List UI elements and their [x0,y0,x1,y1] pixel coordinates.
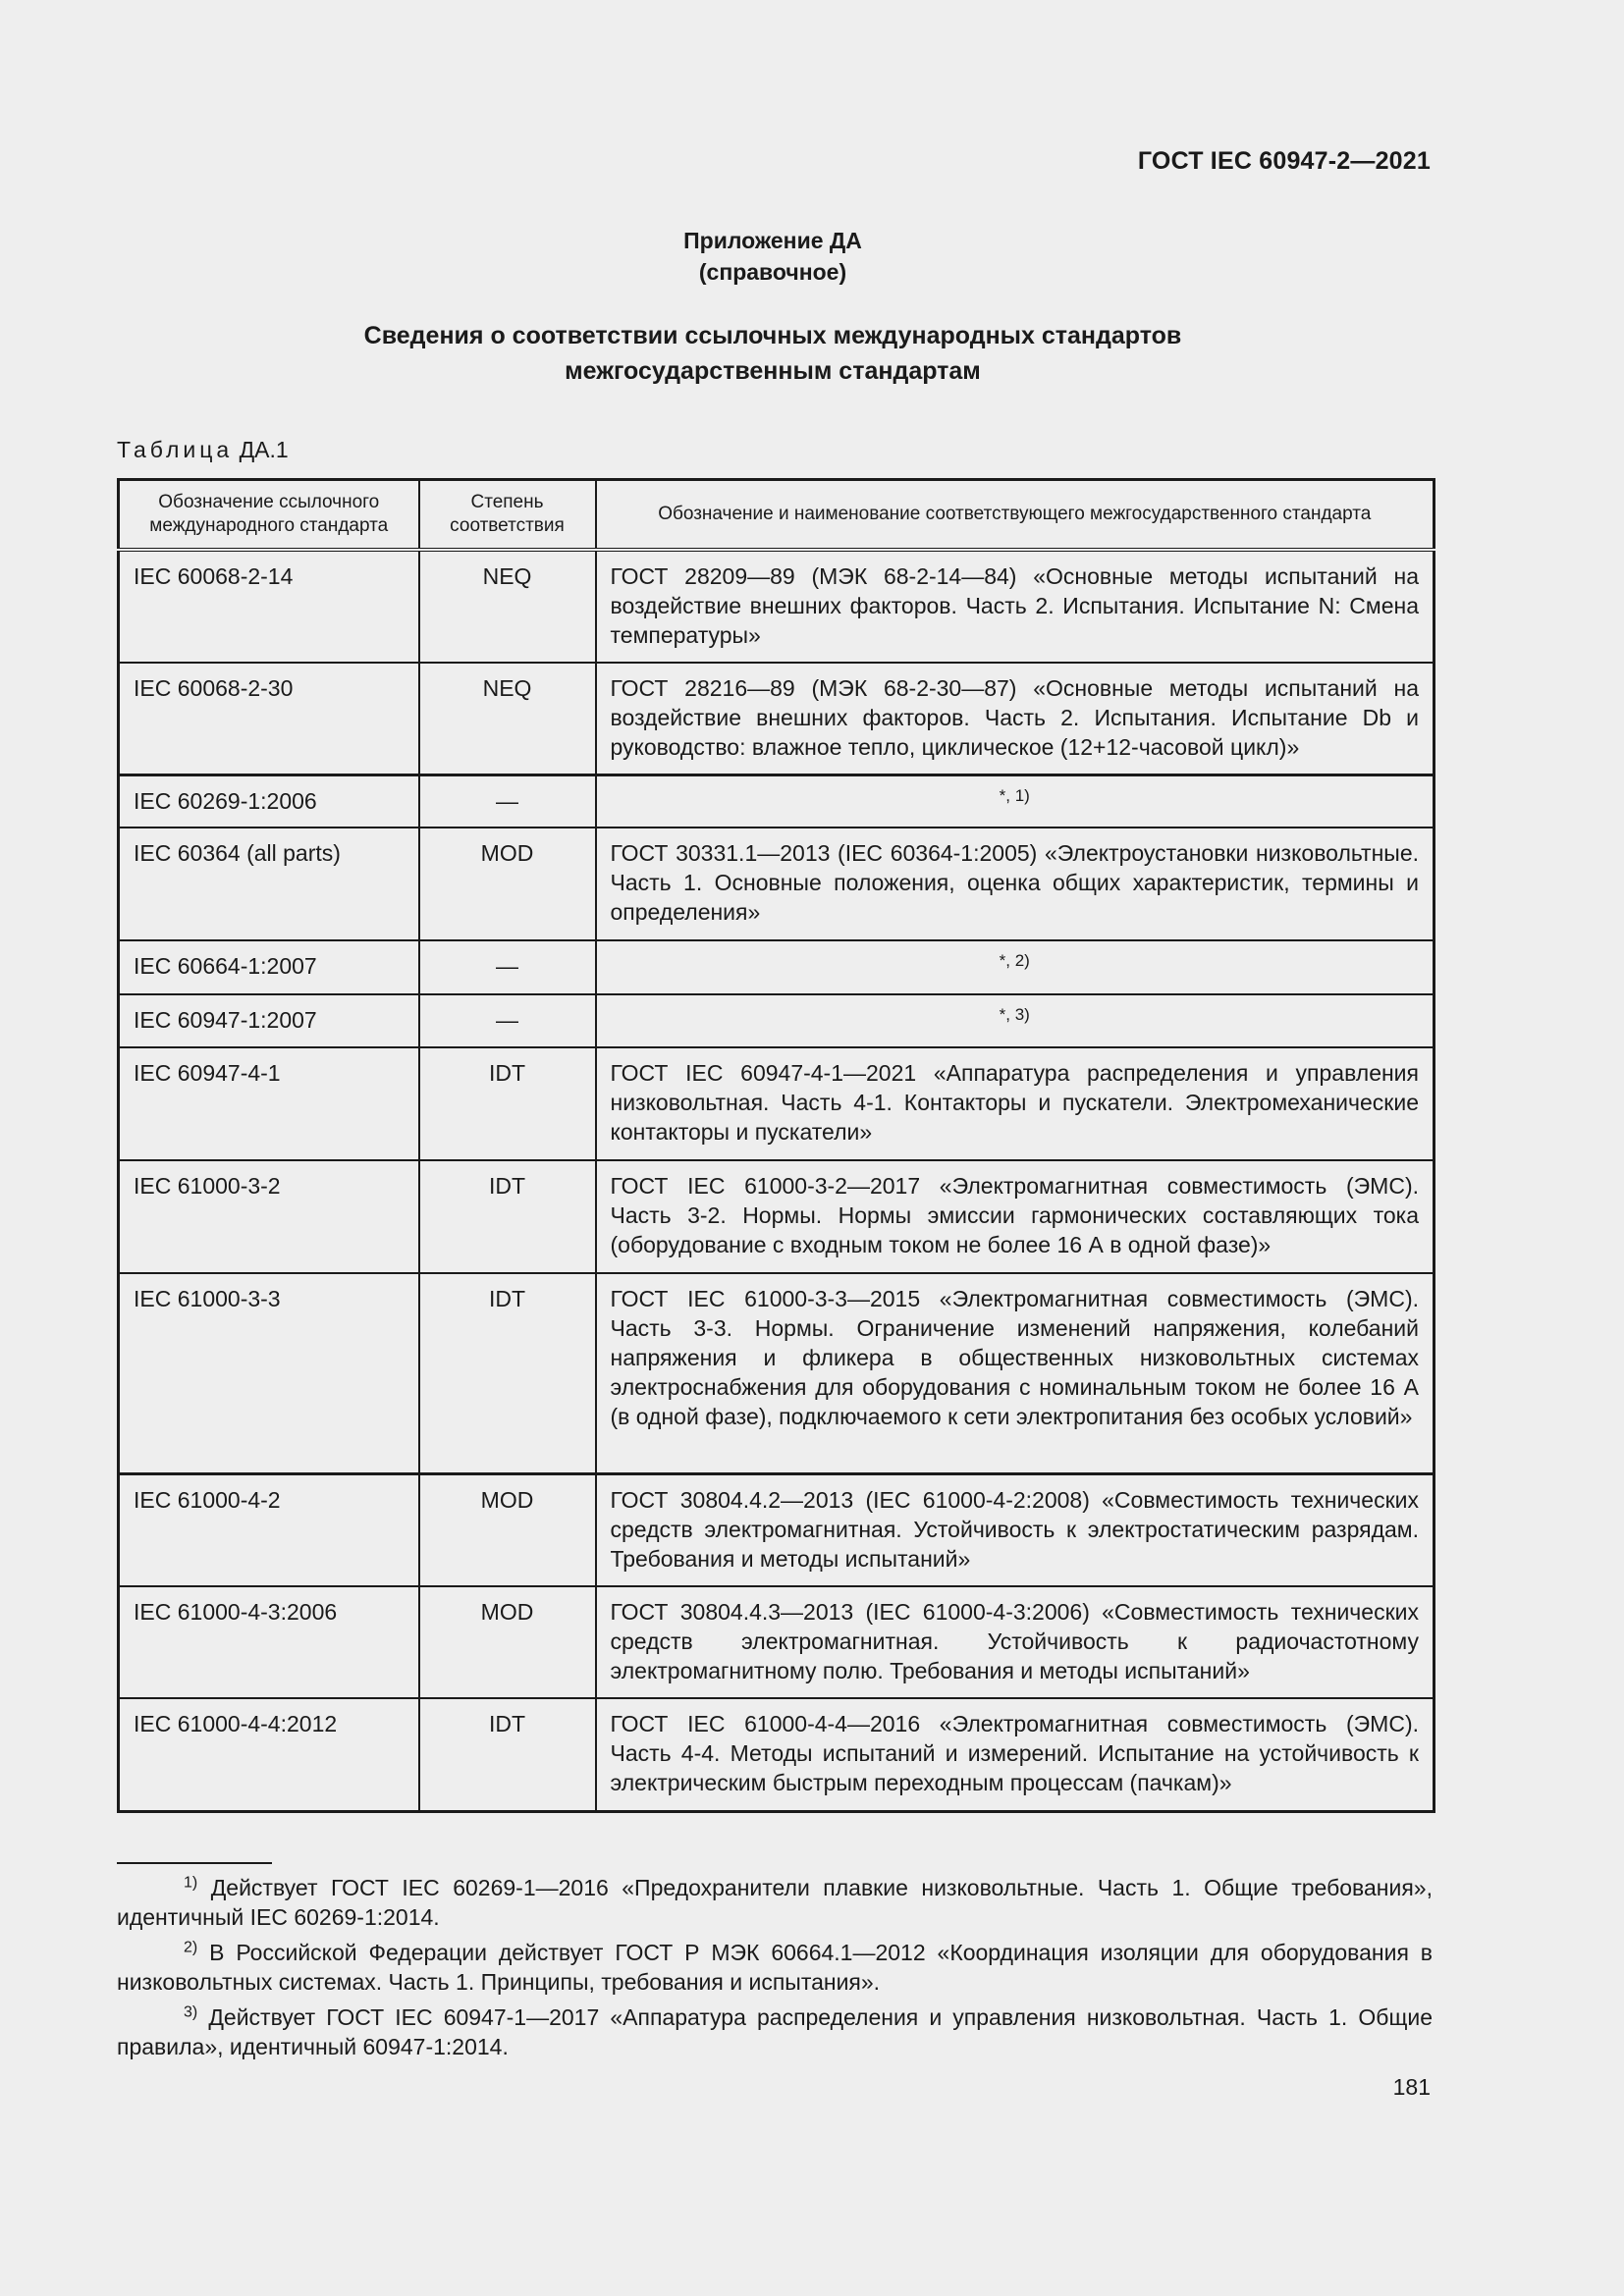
cell-degree: MOD [419,828,596,940]
cell-name: ГОСТ 30804.4.3—2013 (IEC 61000-4-3:2006) «Совместимость технических средств электромагнитная. Устойчивость к радиочастотному электромагнитному полю. Требования и методы испытаний» [596,1586,1435,1698]
cell-degree: — [419,940,596,994]
appendix-title: Приложение ДА [683,228,862,253]
cell-degree: IDT [419,1698,596,1811]
cell-name: ГОСТ 30331.1—2013 (IEC 60364-1:2005) «Электроустановки низковольтные. Часть 1. Основные положения, оценка общих характеристик, термины и определения» [596,828,1435,940]
correspondence-table-wrap [117,478,1433,1813]
cell-degree: MOD [419,1473,596,1586]
cell-ref: IEC 60947-4-1 [119,1047,419,1160]
table-row [119,663,1435,774]
cell-ref: IEC 60068-2-14 [119,550,419,663]
table-row [119,1273,1435,1473]
cell-degree: MOD [419,1586,596,1698]
header-degree: Степень соответствия [419,480,596,551]
cell-name: ГОСТ IEC 61000-3-3—2015 «Электромагнитная совместимость (ЭМС). Часть 3-3. Нормы. Ограничение изменений напряжения, колебаний напряжения и фликера в общественных низковольтных системах электроснабжения для оборудования с номинальным током не более 16 А (в одной фазе), подключаемого к сети электропитания без особых условий» [596,1273,1435,1473]
table-row [119,1586,1435,1698]
cell-ref: IEC 60068-2-30 [119,663,419,774]
footnote-mark: 2) [184,1939,198,1956]
table-row [119,828,1435,940]
table-row [119,1698,1435,1811]
cell-degree: IDT [419,1273,596,1473]
cell-degree: IDT [419,1160,596,1273]
cell-ref: IEC 60947-1:2007 [119,994,419,1047]
footnote-mark: 3) [184,2003,198,2021]
table-header-row [119,480,1435,551]
document-code: ГОСТ IEC 60947-2—2021 [1137,147,1431,175]
cell-name: ГОСТ 28216—89 (МЭК 68-2-30—87) «Основные методы испытаний на воздействие внешних факторов. Часть 2. Испытания. Испытание Db и руководство: влажное тепло, циклическое (12+12-часовой цикл)» [596,663,1435,774]
footnote-text: В Российской Федерации действует ГОСТ Р МЭК 60664.1—2012 «Координация изоляции для оборудования в низковольтных системах. Часть 1. Принципы, требования и испытания». [117,1940,1433,1995]
cell-ref: IEC 60664-1:2007 [119,940,419,994]
cell-degree: NEQ [419,550,596,663]
table-row [119,774,1435,828]
table-row [119,1047,1435,1160]
footnote-text: Действует ГОСТ IEC 60269-1—2016 «Предохранители плавкие низковольтные. Часть 1. Общие требования», идентичный IEC 60269-1:2014. [117,1875,1433,1930]
footnote-separator [117,1862,272,1864]
main-title-line-1: Сведения о соответствии ссылочных международных стандартов [363,322,1182,349]
cell-name: *, 2) [596,940,1435,994]
cell-ref: IEC 61000-4-3:2006 [119,1586,419,1698]
footnote-1 [117,1873,1433,1932]
table-row [119,940,1435,994]
cell-name: ГОСТ 28209—89 (МЭК 68-2-14—84) «Основные методы испытаний на воздействие внешних факторов. Часть 2. Испытания. Испытание N: Смена температуры» [596,550,1435,663]
header-interstate-standard: Обозначение и наименование соответствующего межгосударственного стандарта [596,480,1435,551]
page-number: 181 [1392,2074,1431,2100]
main-title [0,318,1545,389]
cell-ref: IEC 60364 (all parts) [119,828,419,940]
correspondence-table [117,478,1435,1813]
cell-name: ГОСТ IEC 61000-4-4—2016 «Электромагнитная совместимость (ЭМС). Часть 4-4. Методы испытаний и измерений. Испытание на устойчивость к электрическим быстрым переходным процессам (пачкам)» [596,1698,1435,1811]
table-row [119,550,1435,663]
cell-name: *, 1) [596,774,1435,828]
cell-degree: NEQ [419,663,596,774]
appendix-heading [0,225,1545,288]
cell-ref: IEC 61000-4-4:2012 [119,1698,419,1811]
table-caption-word: Таблица [117,437,234,462]
cell-name: *, 3) [596,994,1435,1047]
cell-name: ГОСТ IEC 61000-3-2—2017 «Электромагнитная совместимость (ЭМС). Часть 3-2. Нормы. Нормы эмиссии гармонических составляющих тока (оборудование с входным током не более 16 А в одной фазе)» [596,1160,1435,1273]
table-row [119,994,1435,1047]
appendix-subtitle: (справочное) [698,259,847,285]
cell-ref: IEC 61000-4-2 [119,1473,419,1586]
cell-name: ГОСТ 30804.4.2—2013 (IEC 61000-4-2:2008) «Совместимость технических средств электромагнитная. Устойчивость к электростатическим разрядам. Требования и методы испытаний» [596,1473,1435,1586]
header-ref-standard: Обозначение ссылочного международного стандарта [119,480,419,551]
table-row [119,1160,1435,1273]
footnote-3 [117,2002,1433,2061]
cell-degree: — [419,994,596,1047]
cell-ref: IEC 60269-1:2006 [119,774,419,828]
footnote-mark: 1) [184,1874,198,1892]
table-caption-number: ДА.1 [239,437,289,462]
cell-degree: — [419,774,596,828]
cell-degree: IDT [419,1047,596,1160]
footnote-2 [117,1938,1433,1997]
main-title-line-2: межгосударственным стандартам [565,357,981,385]
footnotes [117,1873,1433,2067]
cell-name: ГОСТ IEC 60947-4-1—2021 «Аппаратура распределения и управления низковольтная. Часть 4-1. Контакторы и пускатели. Электромеханические контакторы и пускатели» [596,1047,1435,1160]
table-caption [117,435,289,464]
footnote-text: Действует ГОСТ IEC 60947-1—2017 «Аппаратура распределения и управления низковольтная. Часть 1. Общие правила», идентичный 60947-1:2014. [117,2004,1434,2059]
table-row [119,1473,1435,1586]
cell-ref: IEC 61000-3-2 [119,1160,419,1273]
cell-ref: IEC 61000-3-3 [119,1273,419,1473]
